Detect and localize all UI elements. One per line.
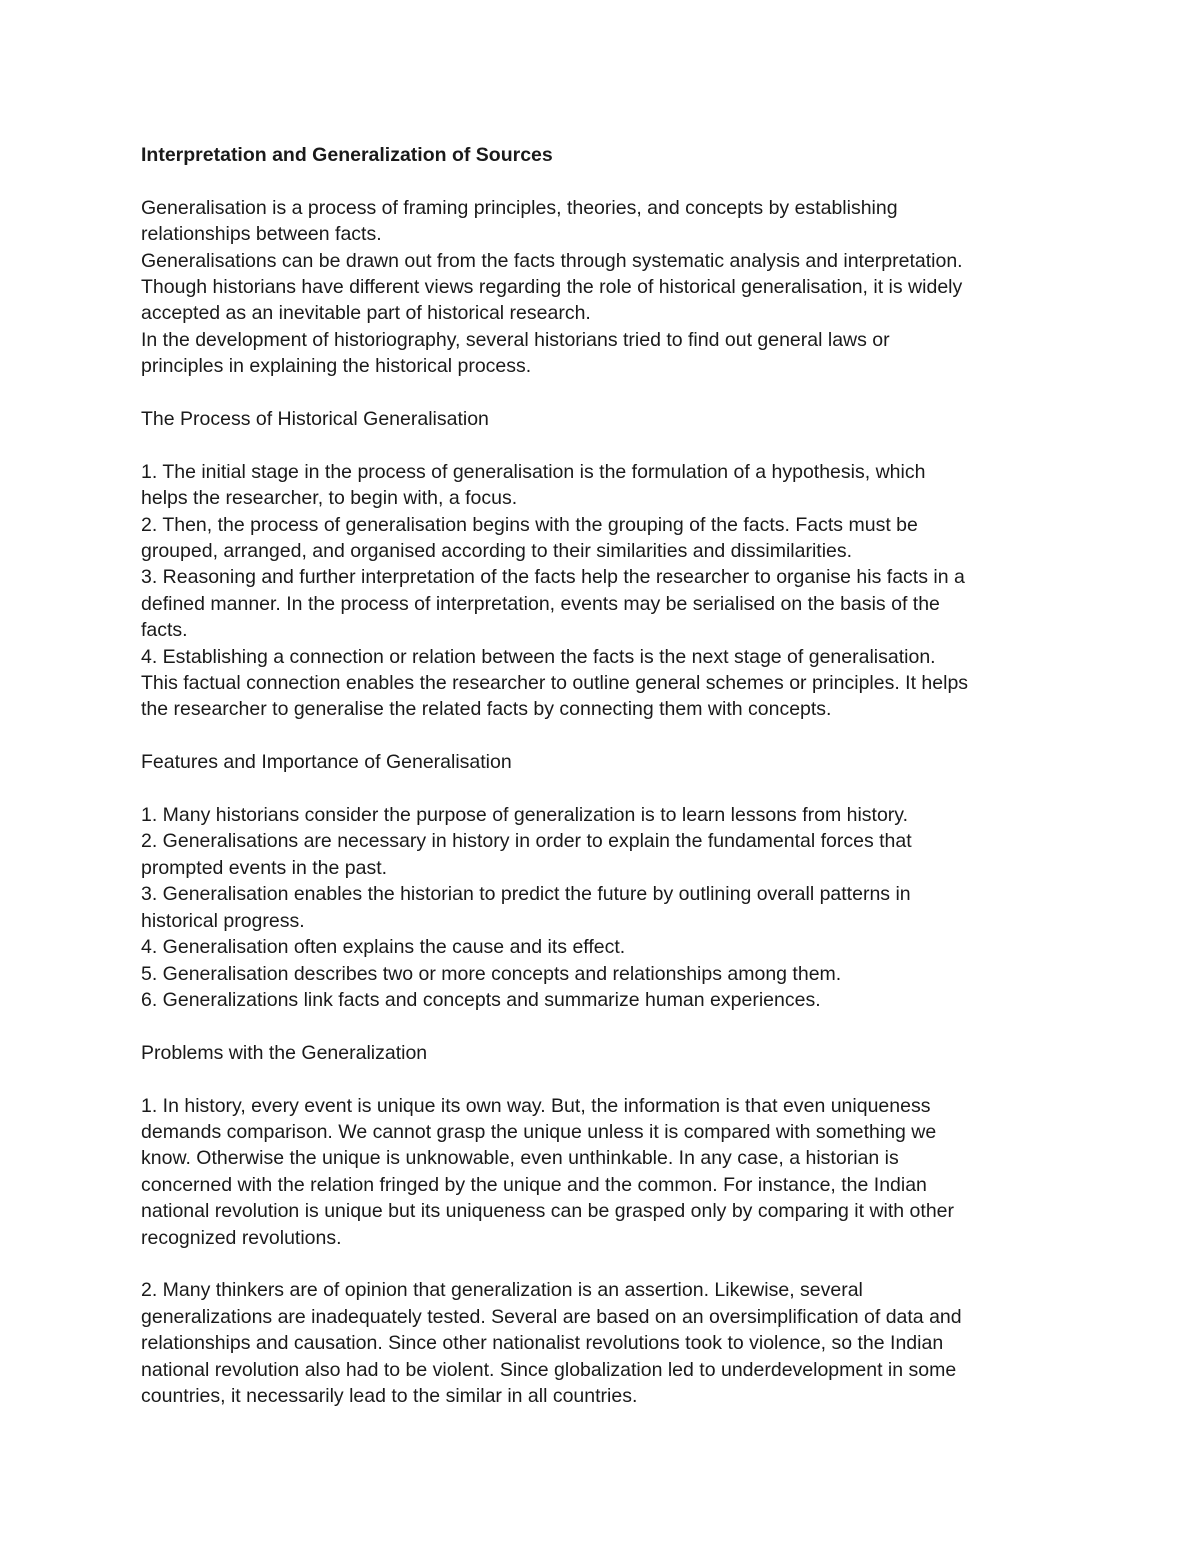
text-line: the researcher to generalise the related facts by connecting them with concepts. [141, 698, 832, 721]
text-line: Though historians have different views regarding the role of historical generalisation, it is widely [141, 276, 963, 299]
text-line: demands comparison. We cannot grasp the unique unless it is compared with something we [141, 1120, 937, 1143]
text-line: 1. Many historians consider the purpose of generalization is to learn lessons from history. [141, 804, 909, 827]
text-line: prompted events in the past. [141, 856, 388, 879]
text-line: recognized revolutions. [141, 1226, 342, 1249]
text-line: relationships and causation. Since other nationalist revolutions took to violence, so the Indian [141, 1332, 944, 1355]
text-line: 4. Establishing a connection or relation between the facts is the next stage of generalisation. [141, 645, 936, 668]
section-heading-features: Features and Importance of Generalisation [141, 751, 512, 774]
text-line: Generalisations can be drawn out from the facts through systematic analysis and interpretation. [141, 249, 963, 272]
text-line: 1. In history, every event is unique its own way. But, the information is that even uniqueness [141, 1094, 931, 1117]
features-list [141, 802, 1071, 1013]
problems-paragraph-2 [141, 1277, 1071, 1409]
text-line: Generalisation is a process of framing principles, theories, and concepts by establishing [141, 196, 898, 219]
intro-paragraph [141, 195, 1071, 380]
text-line: accepted as an inevitable part of historical research. [141, 302, 591, 325]
text-line: 4. Generalisation often explains the cause and its effect. [141, 936, 626, 959]
spacer [141, 1013, 1071, 1039]
text-line: 2. Generalisations are necessary in history in order to explain the fundamental forces that [141, 830, 912, 853]
text-line: generalizations are inadequately tested. Several are based on an oversimplification of data and [141, 1305, 962, 1328]
process-list [141, 459, 1071, 723]
text-line: 1. The initial stage in the process of generalisation is the formulation of a hypothesis, which [141, 460, 926, 483]
text-line: facts. [141, 619, 188, 642]
text-line: 6. Generalizations link facts and concepts and summarize human experiences. [141, 988, 821, 1011]
text-line: 3. Reasoning and further interpretation of the facts help the researcher to organise his facts in a [141, 566, 965, 589]
spacer [141, 776, 1071, 802]
text-line: principles in explaining the historical process. [141, 355, 532, 378]
spacer [141, 1251, 1071, 1277]
section-heading-process: The Process of Historical Generalisation [141, 408, 489, 431]
document-page [141, 142, 1071, 1409]
text-line: countries, it necessarily lead to the similar in all countries. [141, 1384, 638, 1407]
section-heading-problems: Problems with the Generalization [141, 1041, 428, 1064]
text-line: relationships between facts. [141, 223, 382, 246]
spacer [141, 1066, 1071, 1092]
document-title: Interpretation and Generalization of Sources [141, 144, 553, 166]
text-line: 2. Then, the process of generalisation begins with the grouping of the facts. Facts must be [141, 513, 918, 536]
spacer [141, 723, 1071, 749]
text-line: national revolution also had to be violent. Since globalization led to underdevelopment in some [141, 1358, 957, 1381]
text-line: historical progress. [141, 909, 305, 932]
text-line: know. Otherwise the unique is unknowable, even unthinkable. In any case, a historian is [141, 1147, 899, 1170]
text-line: 5. Generalisation describes two or more concepts and relationships among them. [141, 962, 842, 985]
text-line: 2. Many thinkers are of opinion that generalization is an assertion. Likewise, several [141, 1279, 863, 1302]
spacer [141, 168, 1071, 194]
text-line: defined manner. In the process of interpretation, events may be serialised on the basis of the [141, 592, 940, 615]
spacer [141, 432, 1071, 458]
text-line: helps the researcher, to begin with, a focus. [141, 487, 518, 510]
text-line: This factual connection enables the researcher to outline general schemes or principles. It helps [141, 672, 969, 695]
text-line: grouped, arranged, and organised according to their similarities and dissimilarities. [141, 540, 853, 563]
text-line: concerned with the relation fringed by the unique and the common. For instance, the Indian [141, 1173, 927, 1196]
problems-paragraph-1 [141, 1093, 1071, 1251]
spacer [141, 380, 1071, 406]
text-line: national revolution is unique but its uniqueness can be grasped only by comparing it with other [141, 1200, 955, 1223]
text-line: 3. Generalisation enables the historian to predict the future by outlining overall patterns in [141, 883, 911, 906]
text-line: In the development of historiography, several historians tried to find out general laws or [141, 328, 890, 351]
